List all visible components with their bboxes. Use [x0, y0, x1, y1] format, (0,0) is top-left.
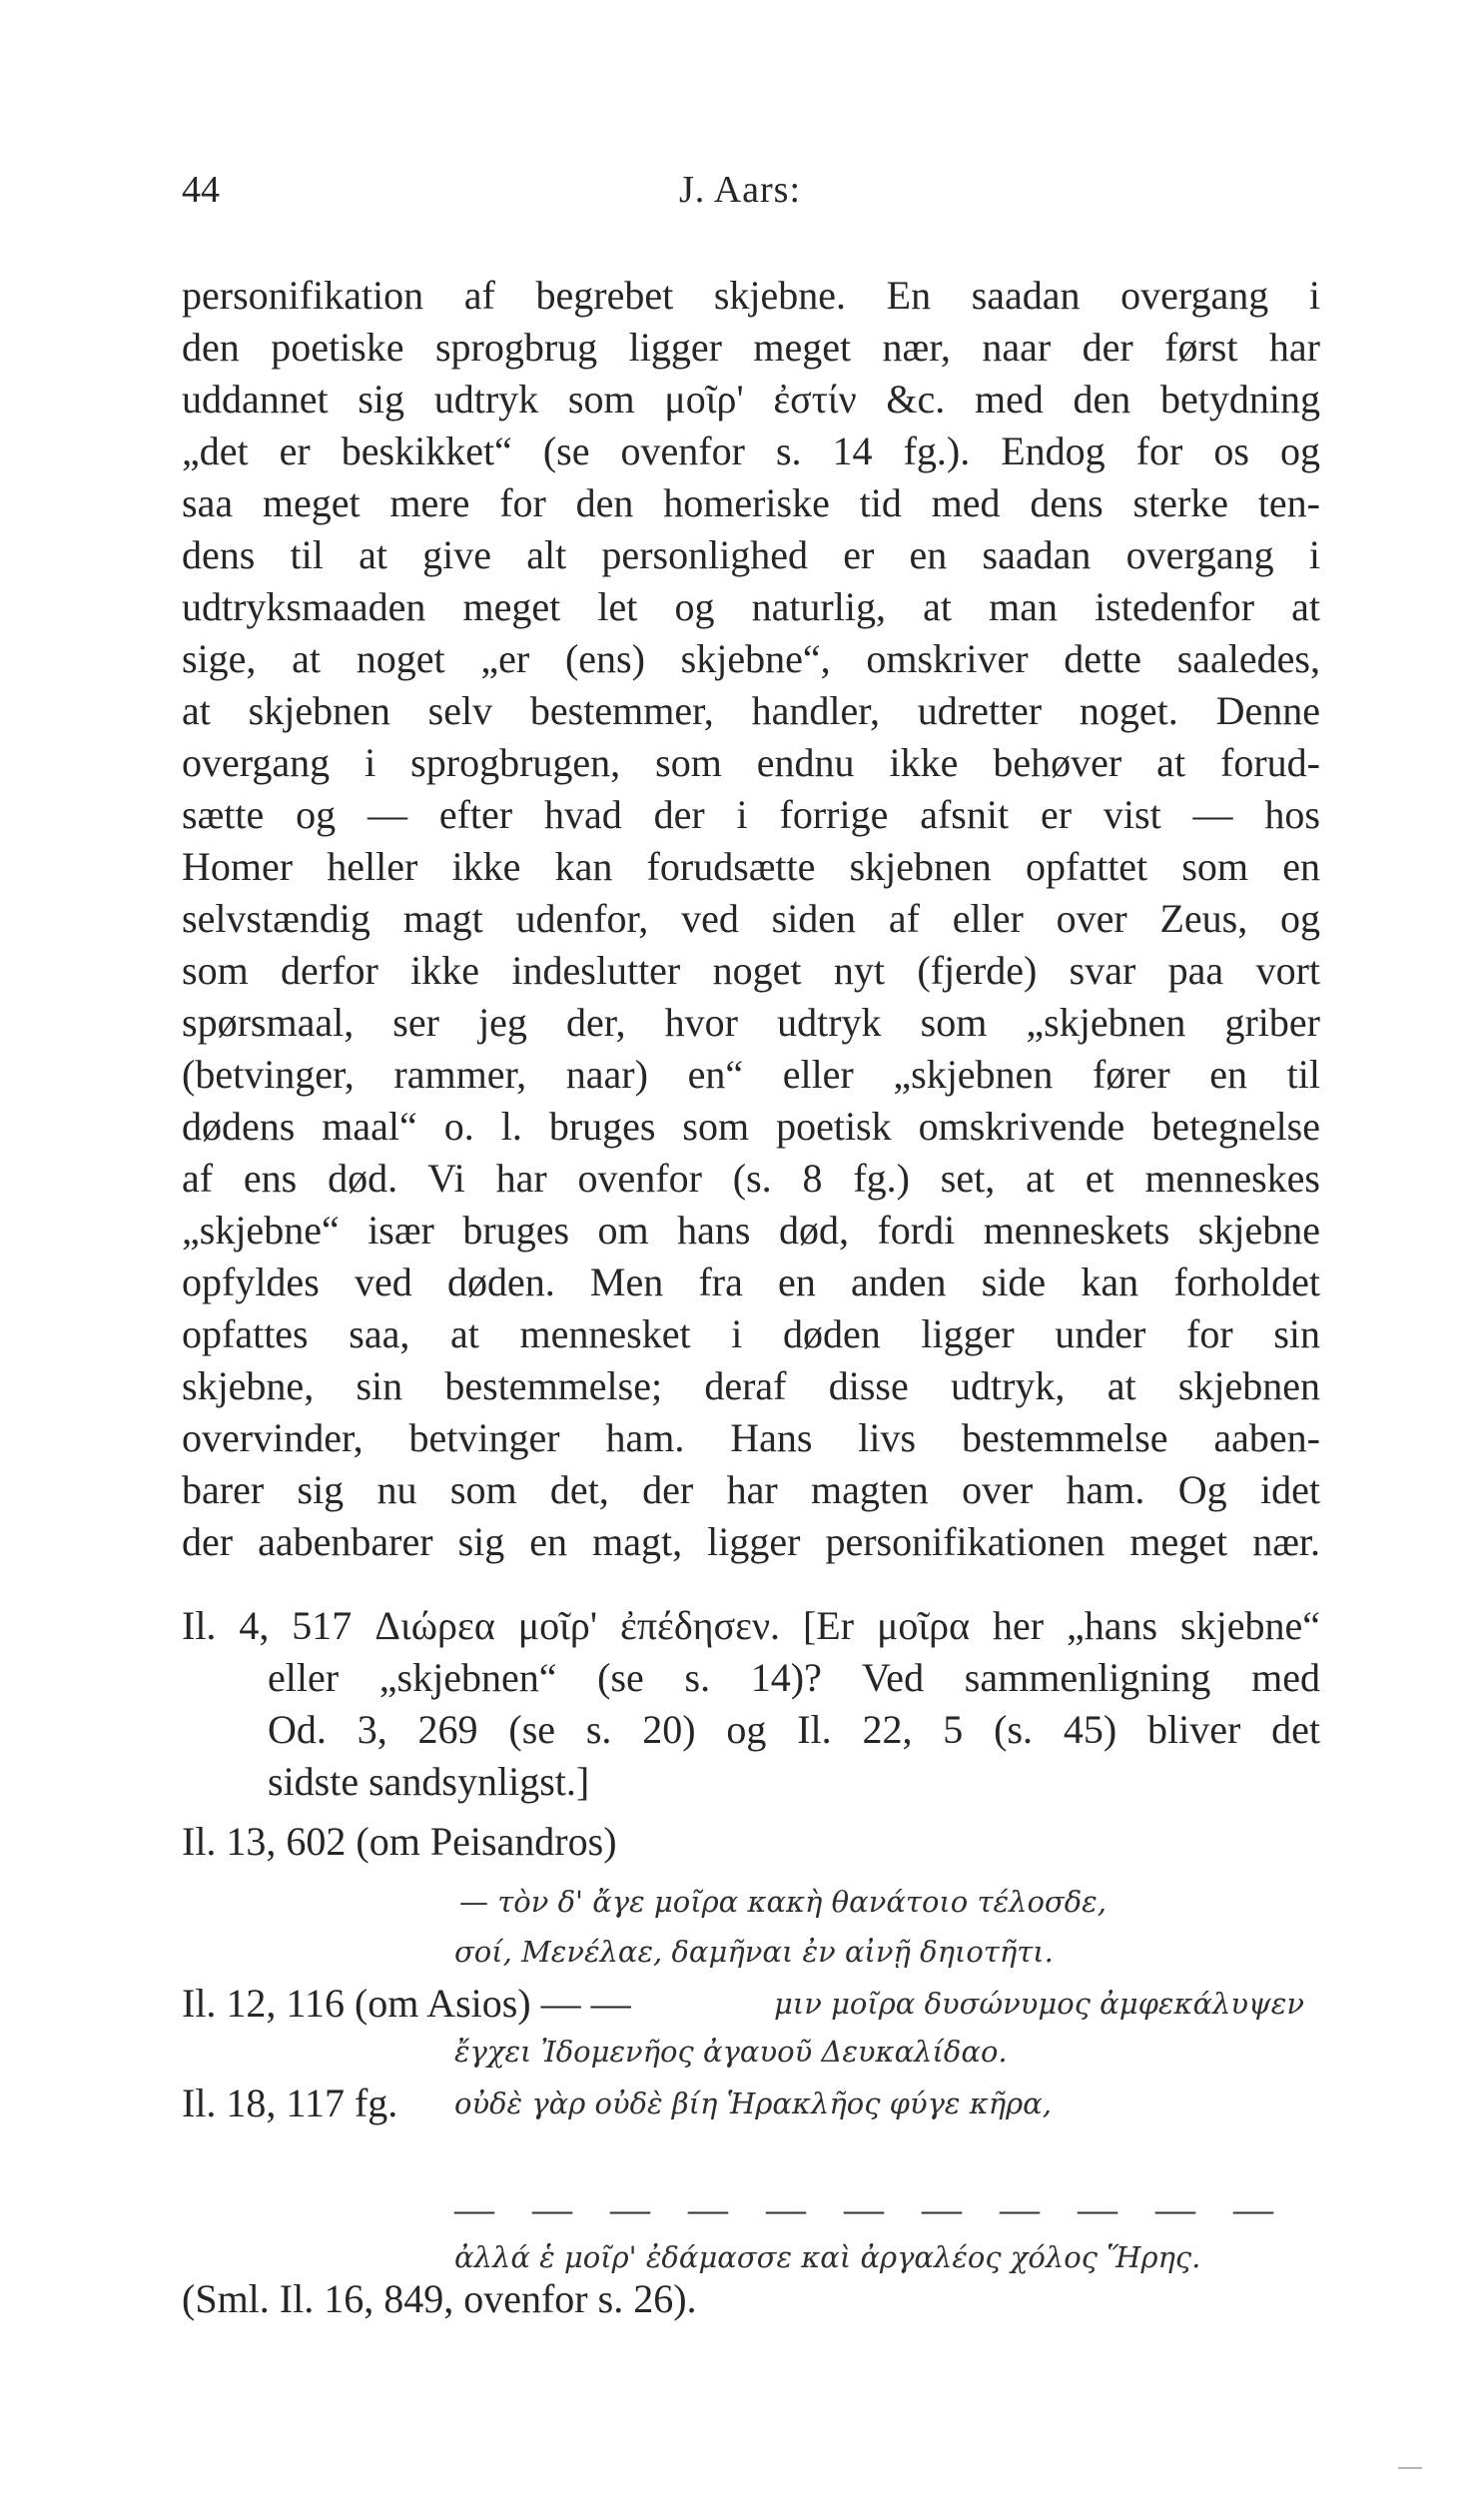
- omission-dashes: — — — — — — — — — — —: [454, 2186, 1287, 2231]
- body-line: „det er beskikket“ (se ovenfor s. 14 fg.). Endog for os og: [182, 428, 1320, 473]
- body-line: uddannet sig udtryk som μοῖρ' ἐστίν &c. med den betydning: [182, 377, 1320, 421]
- page-header: [182, 168, 1318, 218]
- body-line: overvinder, betvinger ham. Hans livs bestemmelse aaben-: [182, 1415, 1320, 1460]
- body-line: skjebne, sin bestemmelse; deraf disse udtryk, at skjebnen: [182, 1363, 1320, 1408]
- body-line: at skjebnen selv bestemmer, handler, udretter noget. Denne: [182, 688, 1320, 733]
- body-line: barer sig nu som det, der har magten over ham. Og idet: [182, 1467, 1320, 1512]
- citation-line: Il. 18, 117 fg.: [182, 2081, 398, 2125]
- body-line: opfattes saa, at mennesket i døden ligger under for sin: [182, 1311, 1320, 1356]
- body-line: dens til at give alt personlighed er en saadan overgang i: [182, 532, 1320, 577]
- body-line: saa meget mere for den homeriske tid med dens sterke ten-: [182, 480, 1320, 525]
- body-line: sætte og — efter hvad der i forrige afsnit er vist — hos: [182, 792, 1320, 837]
- greek-quote-line: μιν μοῖρα δυσώνυμος ἀμφεκάλυψεν: [774, 1987, 1304, 2021]
- greek-quote-line: — τὸν δ' ἄγε μοῖρα κακὴ θανάτοιο τέλοσδε,: [459, 1885, 1107, 1919]
- body-line: dødens maal“ o. l. bruges som poetisk omskrivende betegnelse: [182, 1104, 1320, 1149]
- citation-line: eller „skjebnen“ (se s. 14)? Ved sammenligning med: [268, 1655, 1320, 1700]
- body-line: spørsmaal, ser jeg der, hvor udtryk som „skjebnen griber: [182, 1000, 1320, 1045]
- citation-line: (Sml. Il. 16, 849, ovenfor s. 26).: [182, 2276, 697, 2321]
- scan-mark: [1398, 2467, 1422, 2469]
- citation-line: sidste sandsynligst.]: [268, 1759, 590, 1804]
- greek-quote-line: σοί, Μενέλαε, δαμῆναι ἐν αἰνῇ δηιοτῆτι.: [454, 1935, 1054, 1969]
- body-line: Homer heller ikke kan forudsætte skjebnen opfattet som en: [182, 844, 1320, 889]
- running-head: J. Aars:: [679, 169, 801, 211]
- citation-line: Il. 4, 517 Διώρεα μοῖρ' ἐπέδησεν. [Er μοῖρα her „hans skjebne“: [182, 1603, 1320, 1648]
- body-line: af ens død. Vi har ovenfor (s. 8 fg.) set, at et menneskes: [182, 1156, 1320, 1201]
- body-line: „skjebne“ især bruges om hans død, fordi menneskets skjebne: [182, 1208, 1320, 1253]
- body-line: overgang i sprogbrugen, som endnu ikke behøver at forud-: [182, 740, 1320, 785]
- body-line: (betvinger, rammer, naar) en“ eller „skjebnen fører en til: [182, 1052, 1320, 1097]
- citation-line: Od. 3, 269 (se s. 20) og Il. 22, 5 (s. 45) bliver det: [268, 1707, 1320, 1752]
- body-line: personifikation af begrebet skjebne. En saadan overgang i: [182, 273, 1320, 318]
- greek-quote-line: οὐδὲ γὰρ οὐδὲ βίη Ἡρακλῆος φύγε κῆρα,: [454, 2087, 1052, 2120]
- page-number: 44: [182, 169, 220, 211]
- body-line: udtryksmaaden meget let og naturlig, at man istedenfor at: [182, 584, 1320, 629]
- body-line: sige, at noget „er (ens) skjebne“, omskriver dette saaledes,: [182, 636, 1320, 681]
- greek-quote-line: ἀλλά ἑ μοῖρ' ἐδάμασσε καὶ ἀργαλέος χόλος Ἥρης.: [454, 2240, 1201, 2274]
- body-line: som derfor ikke indeslutter noget nyt (fjerde) svar paa vort: [182, 948, 1320, 993]
- citation-line: Il. 13, 602 (om Peisandros): [182, 1819, 617, 1864]
- body-line: selvstændig magt udenfor, ved siden af eller over Zeus, og: [182, 896, 1320, 941]
- greek-quote-line: ἔγχει Ἰδομενῆος ἀγαυοῦ Δευκαλίδαο.: [454, 2035, 1008, 2069]
- body-line: der aabenbarer sig en magt, ligger personifikationen meget nær.: [182, 1519, 1320, 1564]
- citation-line: Il. 12, 116 (om Asios) — —: [182, 1981, 631, 2026]
- body-line: den poetiske sprogbrug ligger meget nær, naar der først har: [182, 325, 1320, 370]
- body-line: opfyldes ved døden. Men fra en anden side kan forholdet: [182, 1259, 1320, 1304]
